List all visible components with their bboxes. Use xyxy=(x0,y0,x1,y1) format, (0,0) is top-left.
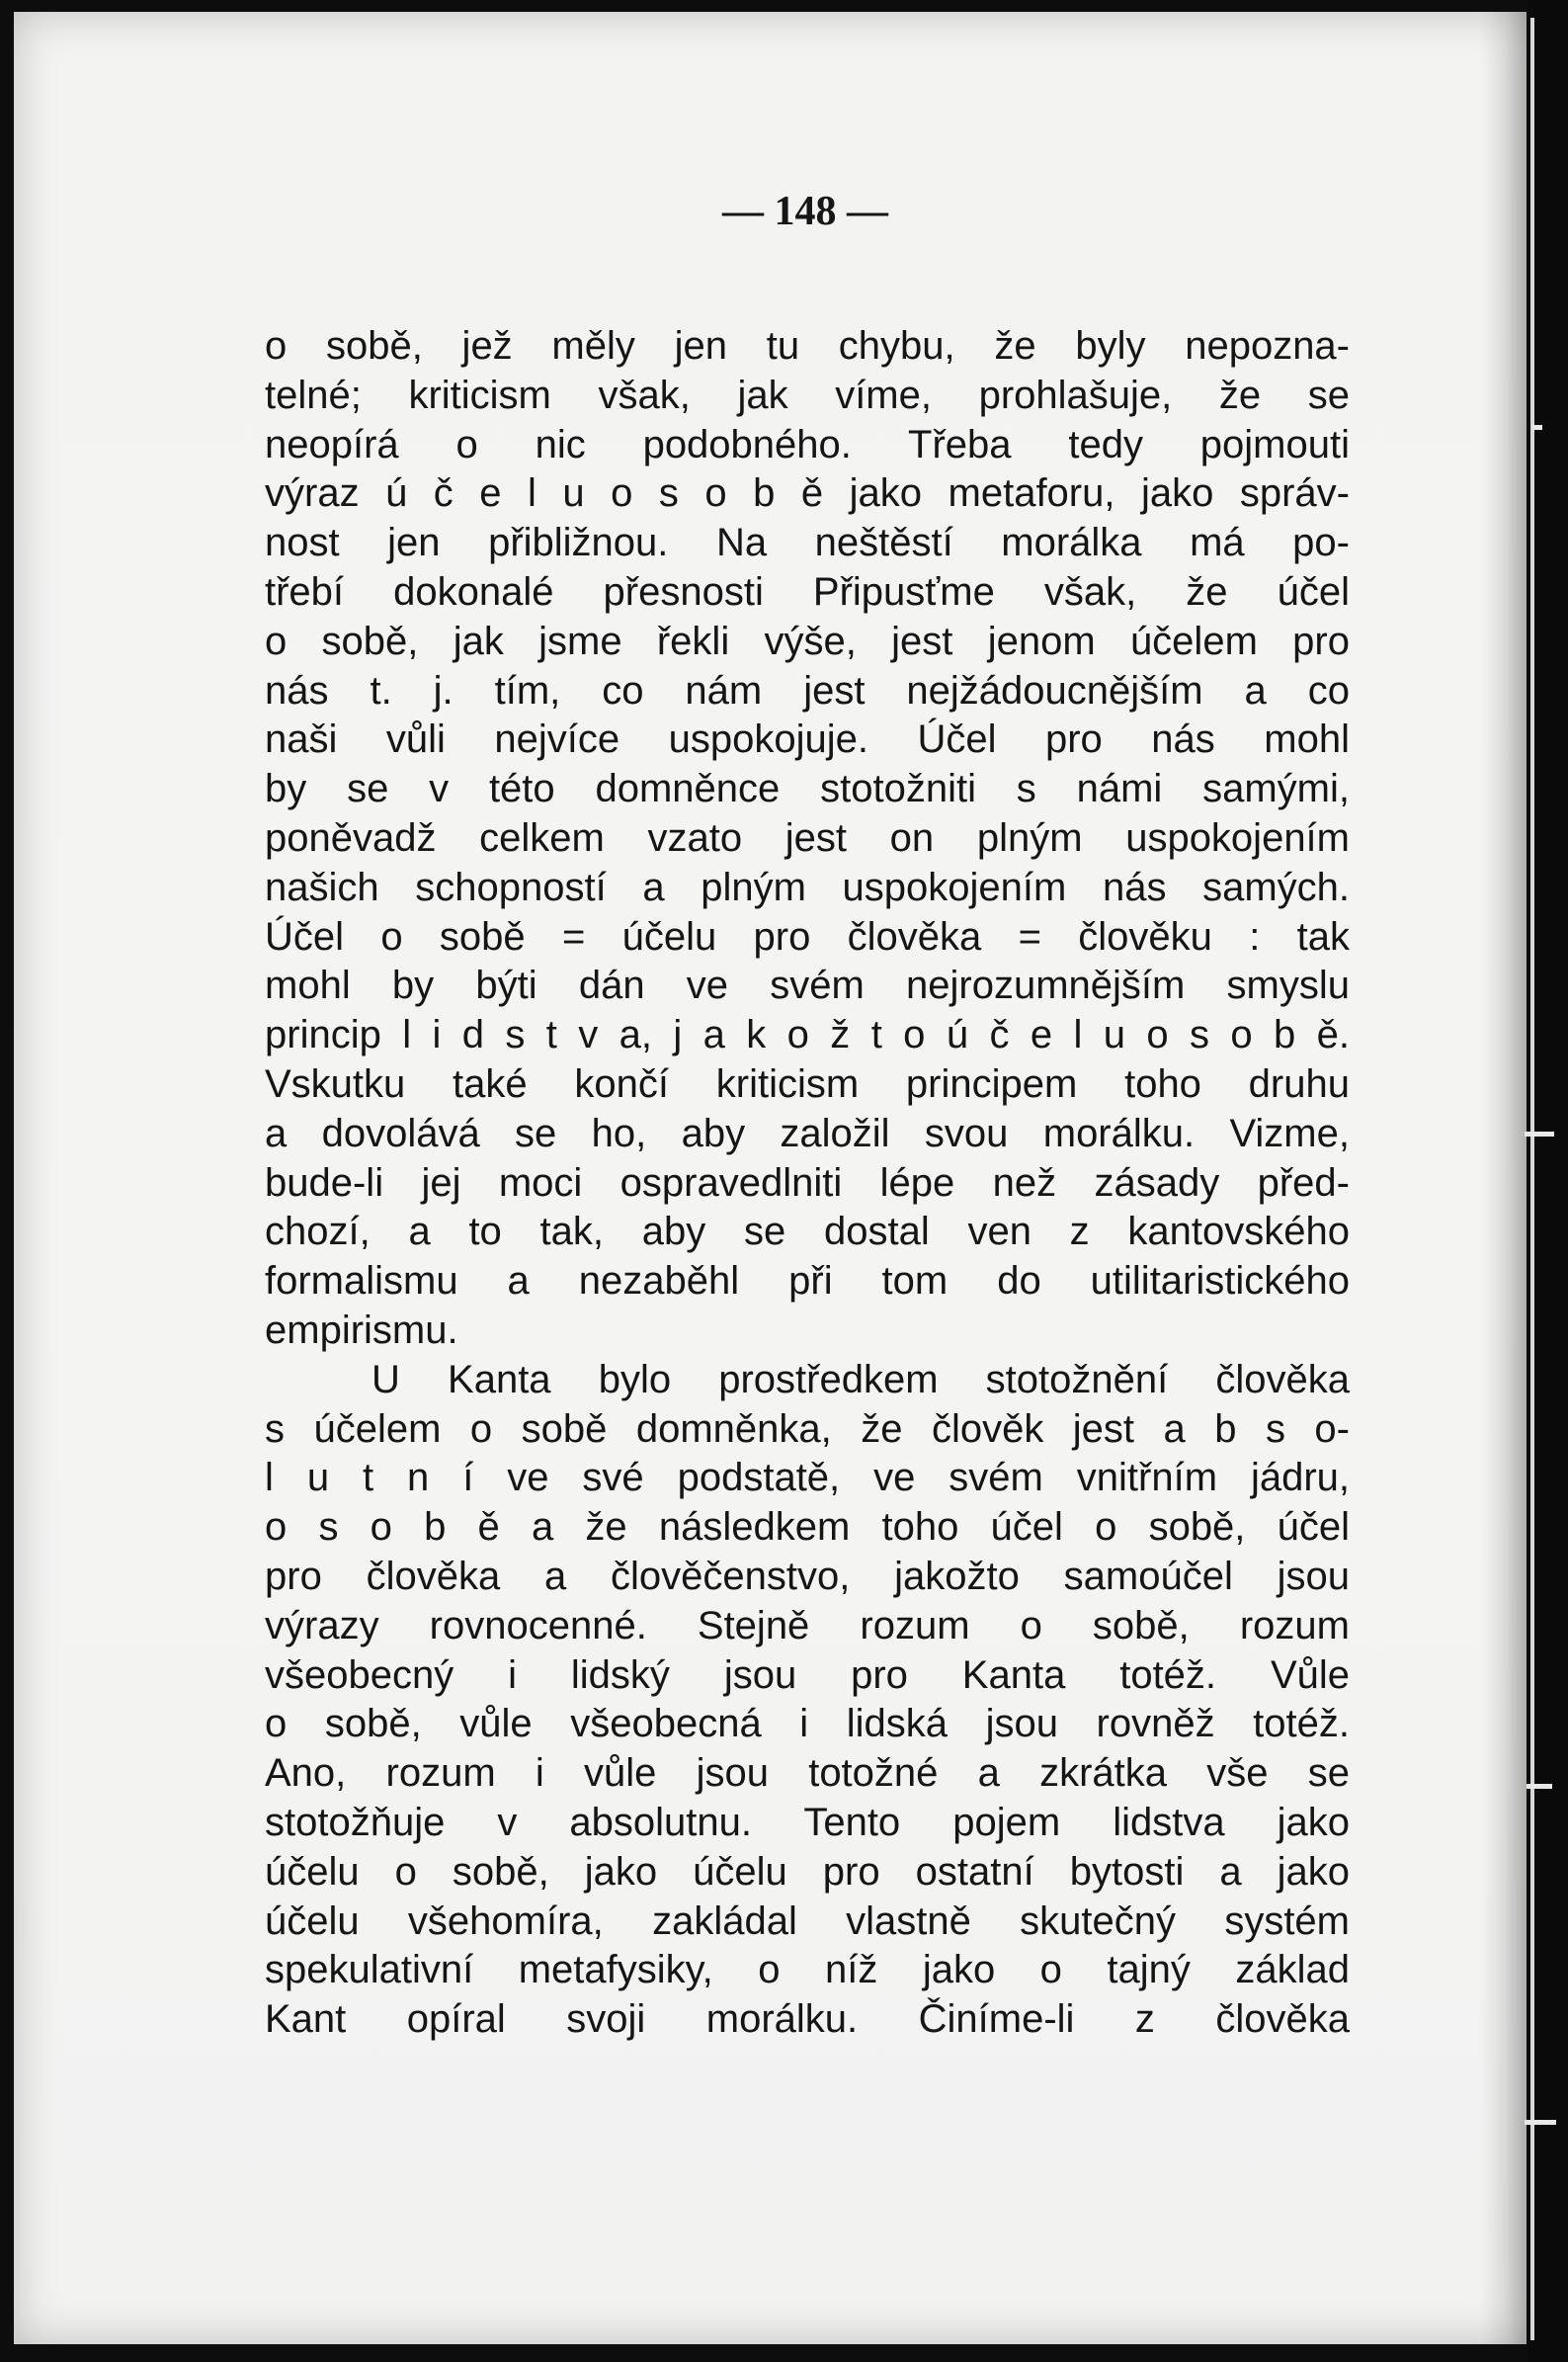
text-line: o s o b ě a že následkem toho účel o sobě, účel xyxy=(265,1505,1350,1550)
text-line: účelu o sobě, jako účelu pro ostatní bytosti a jako xyxy=(265,1849,1350,1894)
text-line: o sobě, jak jsme řekli výše, jest jenom účelem pro xyxy=(265,619,1350,663)
text-line: neopírá o nic podobného. Třeba tedy pojmouti xyxy=(265,422,1350,466)
page-number: — 148 — xyxy=(722,189,888,234)
text-line: telné; kriticism však, jak víme, prohlašuje, že se xyxy=(265,373,1350,417)
text-line: spekulativní metafysiky, o níž jako o tajný základ xyxy=(265,1948,1350,1992)
text-line: Účel o sobě = účelu pro člověka = člověku : tak xyxy=(265,914,1350,959)
text-line: Kant opíral svoji morálku. Činíme-li z člověka xyxy=(265,1997,1350,2042)
text-line: Ano, rozum i vůle jsou totožné a zkrátka vše se xyxy=(265,1751,1350,1796)
binding-mark xyxy=(1525,1132,1554,1137)
text-line: výraz ú č e l u o s o b ě jako metaforu, jako správ- xyxy=(265,471,1350,516)
text-line: účelu všehomíra, zakládal vlastně skutečný systém xyxy=(265,1898,1350,1943)
binding-mark xyxy=(1532,425,1542,430)
text-line: nost jen přibližnou. Na neštěstí morálka má po- xyxy=(265,521,1350,565)
binding-edge-line xyxy=(1530,18,1534,2340)
text-line: poněvadž celkem vzato jest on plným uspokojením xyxy=(265,815,1350,860)
text-line: Vskutku také končí kriticism principem toho druhu xyxy=(265,1061,1350,1106)
binding-mark xyxy=(1527,1784,1552,1789)
text-line: našich schopností a plným uspokojením nás samých. xyxy=(265,865,1350,909)
text-line: nás t. j. tím, co nám jest nejžádoucnějším a co xyxy=(265,668,1350,713)
text-line: o sobě, vůle všeobecná i lidská jsou rovněž totéž. xyxy=(265,1702,1350,1746)
body-text xyxy=(265,322,1350,2045)
text-line: bude-li jej moci ospravedlniti lépe než zásady před- xyxy=(265,1160,1350,1205)
text-line: formalismu a nezaběhl při tom do utilitaristického xyxy=(265,1259,1350,1304)
text-line: empirismu. xyxy=(265,1308,458,1352)
text-line: třebí dokonalé přesnosti Připusťme však, že účel xyxy=(265,569,1350,614)
text-line: pro člověka a člověčenstvo, jakožto samoúčel jsou xyxy=(265,1554,1350,1598)
text-line: by se v této domněnce stotožniti s námi samými, xyxy=(265,767,1350,811)
text-line: naši vůli nejvíce uspokojuje. Účel pro nás mohl xyxy=(265,717,1350,762)
text-line: o sobě, jež měly jen tu chybu, že byly nepozna- xyxy=(265,324,1350,368)
book-binding xyxy=(1528,0,1568,2362)
text-line: s účelem o sobě domněnka, že člověk jest a b s o- xyxy=(265,1406,1350,1451)
text-line: všeobecný i lidský jsou pro Kanta totéž. Vůle xyxy=(265,1652,1350,1697)
text-line: a dovolává se ho, aby založil svou morálku. Vizme, xyxy=(265,1111,1350,1155)
page-shadow-edge xyxy=(1481,12,1527,2344)
text-line: stotožňuje v absolutnu. Tento pojem lidstva jako xyxy=(265,1800,1350,1844)
text-line: chozí, a to tak, aby se dostal ven z kantovského xyxy=(265,1210,1350,1254)
text-line: výrazy rovnocenné. Stejně rozum o sobě, rozum xyxy=(265,1603,1350,1647)
text-line: princip l i d s t v a, j a k o ž t o ú č e l u o s o b ě. xyxy=(265,1013,1350,1057)
text-line: l u t n í ve své podstatě, ve svém vnitřním jádru, xyxy=(265,1456,1350,1500)
text-line: U Kanta bylo prostředkem stotožnění člověka xyxy=(371,1357,1350,1401)
binding-mark xyxy=(1525,2120,1556,2125)
text-line: mohl by býti dán ve svém nejrozumnějším smyslu xyxy=(265,964,1350,1008)
